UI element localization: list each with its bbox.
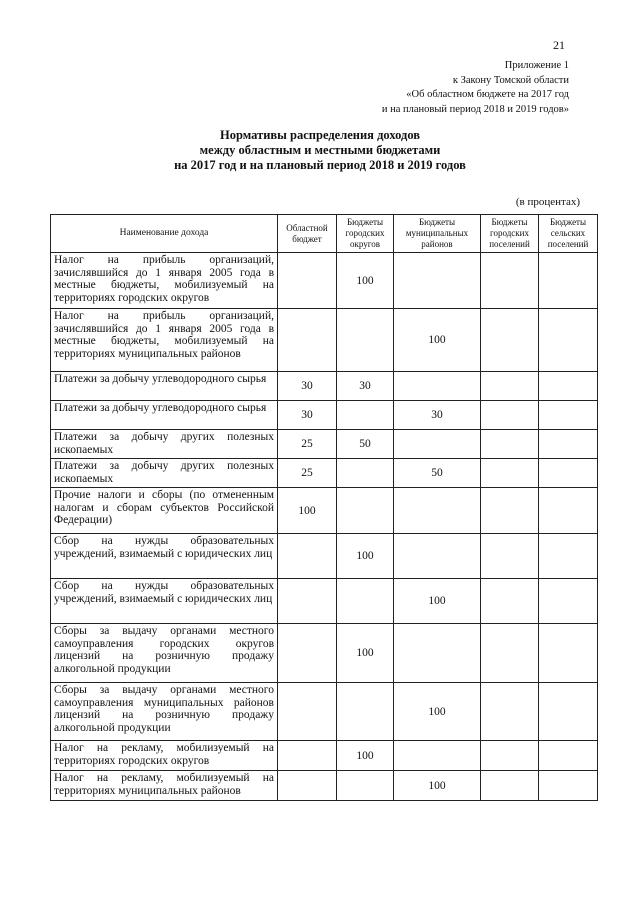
value-urban-settlements xyxy=(481,372,539,401)
revenue-name: Налог на прибыль организаций, зачислявшийся до 1 января 2005 года в местные бюджеты, мобилизуемый на территориях городских округов xyxy=(51,253,278,309)
revenue-name: Сборы за выдачу органами местного самоуправления городских округов лицензий на розничную продажу алкогольной продукции xyxy=(51,624,278,683)
table-row xyxy=(51,683,598,741)
value-rural-settlements xyxy=(539,459,598,488)
revenue-name: Платежи за добычу углеводородного сырья xyxy=(51,401,278,430)
value-city-districts: 50 xyxy=(337,430,394,459)
value-city-districts: 100 xyxy=(337,624,394,683)
revenue-name: Налог на рекламу, мобилизуемый на территориях городских округов xyxy=(51,741,278,771)
value-city-districts xyxy=(337,488,394,534)
header-revenue-name: Наименование дохода xyxy=(51,215,278,253)
value-municipal-districts xyxy=(394,488,481,534)
value-municipal-districts xyxy=(394,253,481,309)
value-rural-settlements xyxy=(539,430,598,459)
value-urban-settlements xyxy=(481,683,539,741)
table-row xyxy=(51,488,598,534)
table-row xyxy=(51,579,598,624)
title-line-2: между областным и местными бюджетами xyxy=(199,143,441,157)
value-urban-settlements xyxy=(481,488,539,534)
value-municipal-districts: 100 xyxy=(394,683,481,741)
value-city-districts: 30 xyxy=(337,372,394,401)
value-urban-settlements xyxy=(481,309,539,372)
table-row xyxy=(51,372,598,401)
value-regional xyxy=(278,534,337,579)
value-urban-settlements xyxy=(481,741,539,771)
table-row xyxy=(51,624,598,683)
value-city-districts xyxy=(337,771,394,801)
value-urban-settlements xyxy=(481,401,539,430)
value-city-districts xyxy=(337,579,394,624)
table-body xyxy=(51,253,598,801)
value-rural-settlements xyxy=(539,741,598,771)
header-urban-settlement-budgets: Бюджеты городских поселений xyxy=(481,215,539,253)
revenue-name: Платежи за добычу других полезных ископаемых xyxy=(51,430,278,459)
value-regional xyxy=(278,741,337,771)
value-municipal-districts: 30 xyxy=(394,401,481,430)
value-municipal-districts xyxy=(394,372,481,401)
header-regional-budget: Областной бюджет xyxy=(278,215,337,253)
value-regional xyxy=(278,683,337,741)
value-municipal-districts: 100 xyxy=(394,309,481,372)
value-regional: 25 xyxy=(278,459,337,488)
value-city-districts xyxy=(337,401,394,430)
table-row xyxy=(51,309,598,372)
value-urban-settlements xyxy=(481,624,539,683)
revenue-name: Сбор на нужды образовательных учреждений, взимаемый с юридических лиц xyxy=(51,534,278,579)
value-urban-settlements xyxy=(481,459,539,488)
value-municipal-districts: 50 xyxy=(394,459,481,488)
value-municipal-districts xyxy=(394,741,481,771)
table-row xyxy=(51,401,598,430)
revenue-name: Сбор на нужды образовательных учреждений, взимаемый с юридических лиц xyxy=(51,579,278,624)
value-regional: 100 xyxy=(278,488,337,534)
value-rural-settlements xyxy=(539,579,598,624)
value-municipal-districts: 100 xyxy=(394,771,481,801)
value-rural-settlements xyxy=(539,771,598,801)
table-row xyxy=(51,534,598,579)
value-regional: 25 xyxy=(278,430,337,459)
table-header-row xyxy=(51,215,598,253)
value-rural-settlements xyxy=(539,534,598,579)
revenue-distribution-table xyxy=(50,214,598,801)
value-urban-settlements xyxy=(481,579,539,624)
table-row xyxy=(51,771,598,801)
value-municipal-districts xyxy=(394,430,481,459)
revenue-name: Платежи за добычу углеводородного сырья xyxy=(51,372,278,401)
title-line-3: на 2017 год и на плановый период 2018 и 2019 годов xyxy=(174,158,466,172)
value-rural-settlements xyxy=(539,372,598,401)
value-municipal-districts: 100 xyxy=(394,579,481,624)
unit-note: (в процентах) xyxy=(515,196,580,208)
value-urban-settlements xyxy=(481,253,539,309)
document-title xyxy=(0,128,640,173)
revenue-name: Платежи за добычу других полезных ископаемых xyxy=(51,459,278,488)
value-regional xyxy=(278,309,337,372)
value-urban-settlements xyxy=(481,430,539,459)
page-number: 21 xyxy=(553,38,565,52)
value-city-districts xyxy=(337,459,394,488)
value-regional: 30 xyxy=(278,372,337,401)
revenue-name: Сборы за выдачу органами местного самоуправления муниципальных районов лицензий на розничную продажу алкогольной продукции xyxy=(51,683,278,741)
table-row xyxy=(51,459,598,488)
table-row xyxy=(51,430,598,459)
value-regional xyxy=(278,253,337,309)
appendix-line-1: Приложение 1 xyxy=(504,60,569,71)
value-regional: 30 xyxy=(278,401,337,430)
title-line-1: Нормативы распределения доходов xyxy=(219,128,421,142)
value-rural-settlements xyxy=(539,309,598,372)
header-municipal-district-budgets: Бюджеты муниципальных районов xyxy=(394,215,481,253)
table-row xyxy=(51,741,598,771)
value-rural-settlements xyxy=(539,683,598,741)
value-urban-settlements xyxy=(481,771,539,801)
header-city-district-budgets: Бюджеты городских округов xyxy=(337,215,394,253)
value-city-districts: 100 xyxy=(337,534,394,579)
value-regional xyxy=(278,579,337,624)
value-city-districts xyxy=(337,309,394,372)
value-municipal-districts xyxy=(394,534,481,579)
value-municipal-districts xyxy=(394,624,481,683)
value-regional xyxy=(278,771,337,801)
value-rural-settlements xyxy=(539,401,598,430)
value-rural-settlements xyxy=(539,253,598,309)
value-rural-settlements xyxy=(539,488,598,534)
appendix-header xyxy=(382,59,569,117)
revenue-name: Налог на прибыль организаций, зачислявшийся до 1 января 2005 года в местные бюджеты, мобилизуемый на территориях муниципальных районов xyxy=(51,309,278,372)
value-city-districts xyxy=(337,683,394,741)
header-rural-settlement-budgets: Бюджеты сельских поселений xyxy=(539,215,598,253)
revenue-name: Прочие налоги и сборы (по отмененным налогам и сборам субъектов Российской Федерации) xyxy=(51,488,278,534)
value-city-districts: 100 xyxy=(337,253,394,309)
revenue-name: Налог на рекламу, мобилизуемый на территориях муниципальных районов xyxy=(51,771,278,801)
value-urban-settlements xyxy=(481,534,539,579)
value-city-districts: 100 xyxy=(337,741,394,771)
appendix-line-4: и на плановый период 2018 и 2019 годов» xyxy=(381,103,569,115)
appendix-line-2: к Закону Томской области xyxy=(452,74,569,86)
table-row xyxy=(51,253,598,309)
appendix-line-3: «Об областном бюджете на 2017 год xyxy=(406,89,569,100)
value-regional xyxy=(278,624,337,683)
value-rural-settlements xyxy=(539,624,598,683)
